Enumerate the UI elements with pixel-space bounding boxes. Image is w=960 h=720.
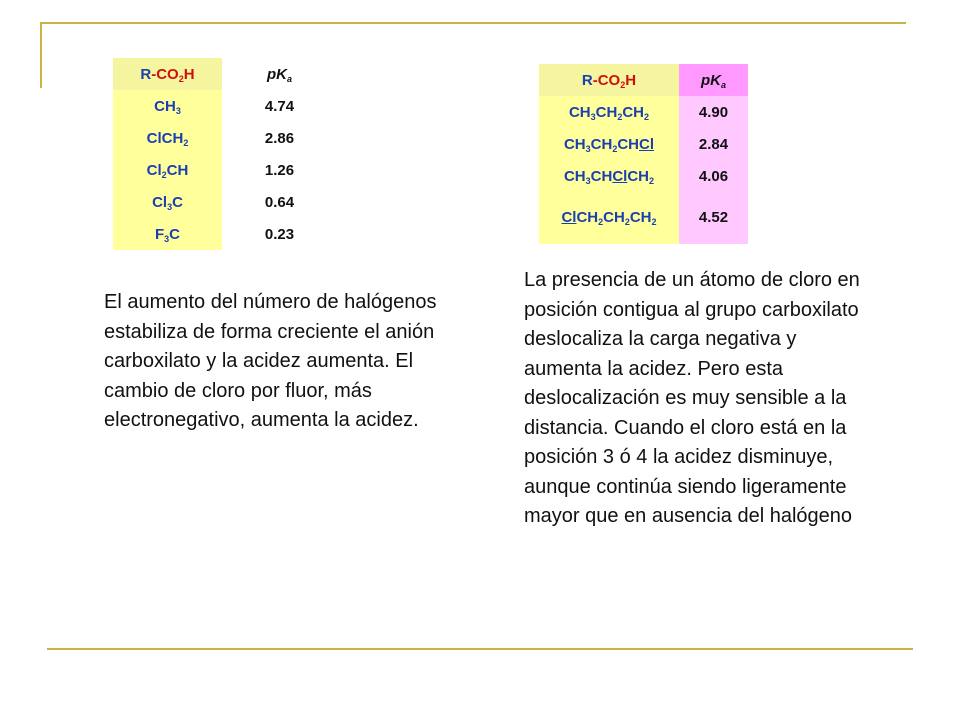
cell-pka: 0.64 xyxy=(222,186,337,218)
explanation-halogen-count: El aumento del número de halógenos estabiliza de forma creciente el anión carboxilato y la acidez aumenta. El cambio de cloro por fluor, más electronegativo, aumenta la acidez. xyxy=(104,291,437,431)
header-r-cooh: $R-CO_2H$ xyxy=(113,58,222,90)
table-header-row xyxy=(113,58,337,90)
table-row xyxy=(539,192,748,244)
table-row xyxy=(113,90,337,122)
cell-r-group: $ClCH_2CH_2CH_2$ xyxy=(539,192,679,244)
top-rule xyxy=(40,22,906,24)
cell-r-group: $CH_3CH_2CH_2$ xyxy=(539,96,679,128)
header-pka: $pK_a$ xyxy=(679,64,748,96)
table-row xyxy=(113,186,337,218)
table-header-row xyxy=(539,64,748,96)
cell-r-group: $CH_3$ xyxy=(113,90,222,122)
table-row xyxy=(113,122,337,154)
cell-pka: 4.74 xyxy=(222,90,337,122)
cell-r-group: ClCH$_2$ xyxy=(113,122,222,154)
left-rule xyxy=(40,22,42,88)
header-pka: $pK_a$ xyxy=(222,58,337,90)
table-row xyxy=(113,218,337,250)
cell-pka: 2.84 xyxy=(679,128,748,160)
cell-pka: 4.90 xyxy=(679,96,748,128)
cell-pka: 0.23 xyxy=(222,218,337,250)
cell-r-group: $Cl_3C$ xyxy=(113,186,222,218)
header-r-cooh: $R-CO_2H$ xyxy=(539,64,679,96)
explanation-chlorine-position: La presencia de un átomo de cloro en posición contigua al grupo carboxilato deslocaliza la carga negativa y aumenta la acidez. Pero esta deslocalización es muy sensible a la distancia. Cuando el cloro está en la posición 3 ó 4 la acidez disminuye, aunque continúa siendo ligeramente mayor que en ausencia del halógeno xyxy=(524,269,860,527)
table-row xyxy=(539,128,748,160)
table-row xyxy=(113,154,337,186)
cell-pka: 4.52 xyxy=(679,192,748,244)
cell-pka: 4.06 xyxy=(679,160,748,192)
cell-pka: 1.26 xyxy=(222,154,337,186)
cell-r-group: $CH_3CH_2CHCl$ xyxy=(539,128,679,160)
cell-r-group: $CH_3CHClCH_2$ xyxy=(539,160,679,192)
cell-r-group: $F_3C$ xyxy=(113,218,222,250)
pka-table-halogen-count xyxy=(113,58,337,250)
cell-pka: 2.86 xyxy=(222,122,337,154)
table-row xyxy=(539,160,748,192)
table-row xyxy=(539,96,748,128)
bottom-rule xyxy=(47,648,913,650)
cell-r-group: $Cl_2CH$ xyxy=(113,154,222,186)
pka-table-chlorine-position xyxy=(539,64,748,244)
